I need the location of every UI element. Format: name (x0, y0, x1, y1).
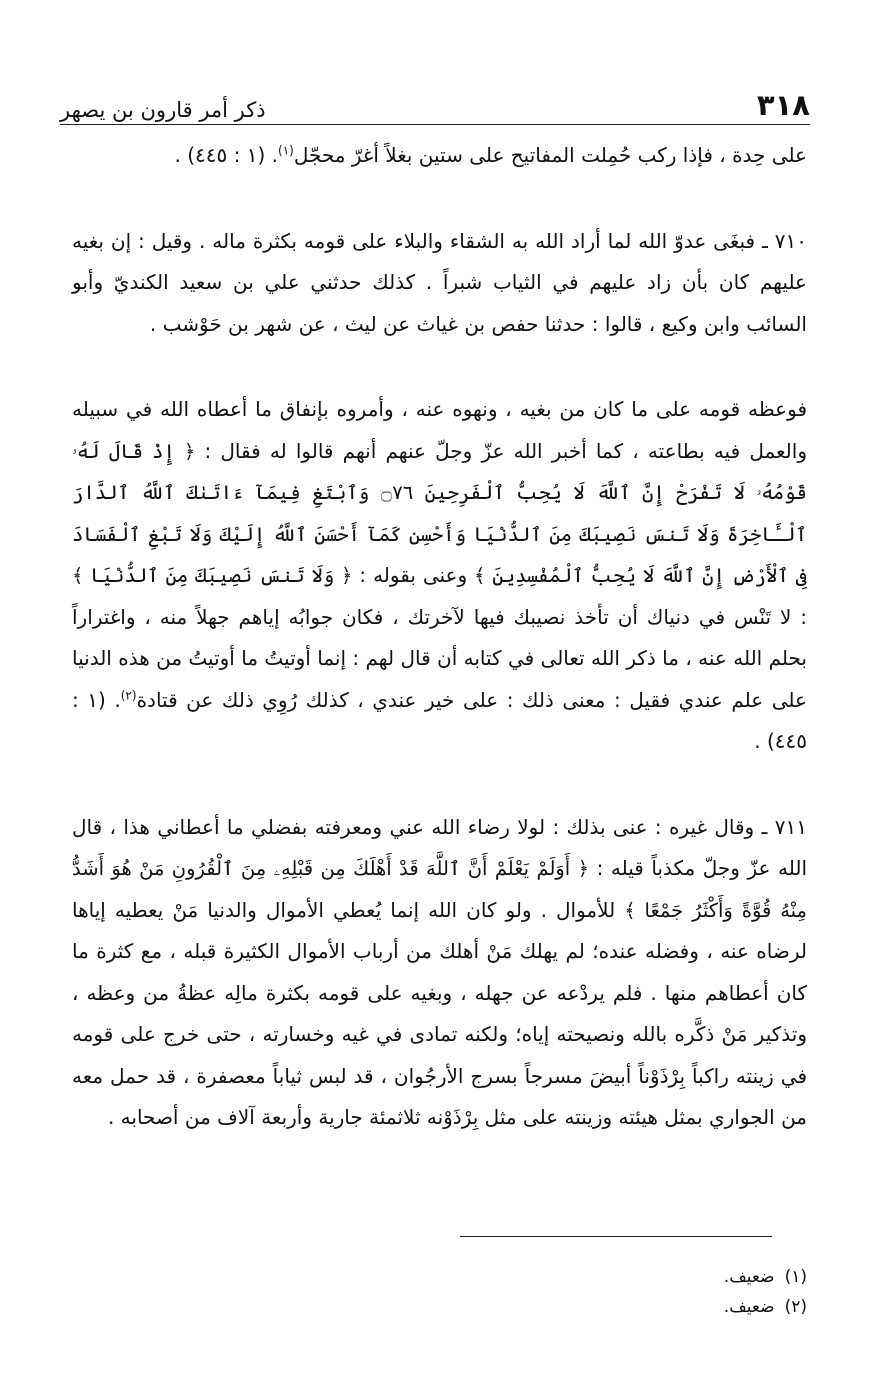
paragraph-710-continued (72, 389, 807, 763)
footnote-number: (١) (784, 1267, 807, 1287)
page-header (60, 82, 810, 122)
footnote-1 (307, 1262, 807, 1292)
quran-verse: ﴿ أَوَلَمْ يَعْلَمْ أَنَّ ٱللَّهَ قَدْ أَهْلَكَ مِن قَبْلِهِۦ مِنَ ٱلْقُرُونِ مَنْ هُوَ أَشَدُّ مِنْهُ قُوَّةً وَأَكْثَرُ جَمْعًا ﴾ (72, 857, 807, 922)
paragraph-gap (72, 345, 807, 389)
paragraph-text: ٧١١ ـ وقال غيره : عنى بذلك : لولا رضاء الله عني ومعرفته بفضلي ما أعطاني هذا ، قال الله عزّ وجلّ مكذباً قيله : (72, 814, 807, 880)
paragraph-text: وعنى بقوله : (359, 563, 468, 587)
quran-verse: ﴿ وَلَا تَنسَ نَصِيبَكَ مِنَ ٱلدُّنْيَا ﴾ (72, 564, 353, 587)
footnote-text: ضعيف. (723, 1297, 775, 1317)
citation: . (١ : ٤٤٥) . (72, 687, 807, 753)
footnote-ref: (١) (278, 143, 294, 158)
main-text (72, 135, 807, 1139)
header-rule (60, 124, 810, 125)
paragraph-text: فوعظه قومه على ما كان من بغيه ، ونهوه عنه ، وأمروه بإنفاق ما أعطاه الله في سبيله والعمل فيه بطاعته ، كما أخبر الله عزّ وجلّ عنهم أنهم قالوا له فقال : (72, 397, 807, 463)
footnote-text: ضعيف. (723, 1267, 775, 1287)
paragraph-711 (72, 807, 807, 1139)
footnotes (307, 1262, 807, 1322)
quran-verse: ﴿ إِذْ قَالَ لَهُۥ قَوْمُهُۥ لَا تَفْرَحْ إِنَّ ٱللَّهَ لَا يُحِبُّ ٱلْفَرِحِينَ ۝٧٦ وَٱبْتَغِ فِيمَآ ءَاتَىٰكَ ٱللَّهُ ٱلدَّارَ ٱلْـَٔاخِرَةَ وَلَا تَنسَ نَصِيبَكَ مِنَ ٱلدُّنْيَا وَأَحْسِن كَمَآ أَحْسَنَ ٱللَّهُ إِلَيْكَ وَلَا تَبْغِ ٱلْفَسَادَ فِى ٱلْأَرْضِ إِنَّ ٱللَّهَ لَا يُحِبُّ ٱلْمُفْسِدِينَ ﴾ (72, 439, 807, 587)
paragraph-text: ٧١٠ ـ فبغَى عدوّ الله لما أراد الله به الشقاء والبلاء على قومه بكثرة ماله . وقيل : إن بغيه عليهم كان بأن زاد عليهم في الثياب شبراً . كذلك حدثني علي بن سعيد الكنديّ وأبو السائب وابن وكيع ، قالوا : حدثنا حفص بن غياث عن ليث ، عن شهر بن حَوْشب . (72, 228, 807, 336)
paragraph-text: : لا تَنْس في دنياك أن تأخذ نصيبك فيها لآخرتك ، فكان جوابُه إياهم جهلاً منه ، واغتراراً بحلم الله عنه ، ما ذكر الله تعالى في كتابه أن قال لهم : إنما أوتيتُ ما أوتيتُ من هذه الدنيا على علم عندي فقيل : معنى ذلك : على خير عندي ، كذلك رُوِي ذلك عن قتادة (72, 604, 807, 712)
running-title: ذكر أمر قارون بن يصهر (60, 98, 266, 122)
footnote-2 (307, 1292, 807, 1322)
paragraph-continuation (72, 135, 807, 177)
paragraph-gap (72, 177, 807, 221)
footnote-ref: (٢) (120, 687, 137, 702)
citation: . (١ : ٤٤٥) . (174, 143, 278, 167)
footnote-number: (٢) (784, 1297, 807, 1317)
paragraph-gap (72, 763, 807, 807)
paragraph-text: على حِدة ، فإذا ركب حُمِلت المفاتيح على ستين بغلاً أغرّ محجّل (293, 143, 807, 167)
footnote-rule (460, 1236, 772, 1237)
paragraph-text: للأموال . ولو كان الله إنما يُعطي الأموال والدنيا مَنْ يعطيه إياها لرضاه عنه ، وفضله عنده؛ لم يهلك مَنْ أهلك من أرباب الأموال الكثيرة قبله ، مع كثرة ما كان أعطاهم منها . فلم يردْعه عن جهله ، وبغيه على قومه بكثرة مالِه عظةُ من وعظه ، وتذكير مَنْ ذكَّره بالله ونصيحته إياه؛ ولكنه تمادى في غيه وخسارته ، حتى خرج على قومه في زينته راكباً بِرْذَوْناً أبيضَ مسرجاً بسرج الأرجُوان ، قد لبس ثياباً معصفرة ، قد حمل معه من الجواري بمثل هيئته وزينته على مثل بِرْذَوْنه ثلاثمئة جارية وأربعة آلاف من أصحابه . (72, 897, 807, 1129)
page-number: ٣١٨ (756, 88, 810, 122)
paragraph-710 (72, 221, 807, 346)
